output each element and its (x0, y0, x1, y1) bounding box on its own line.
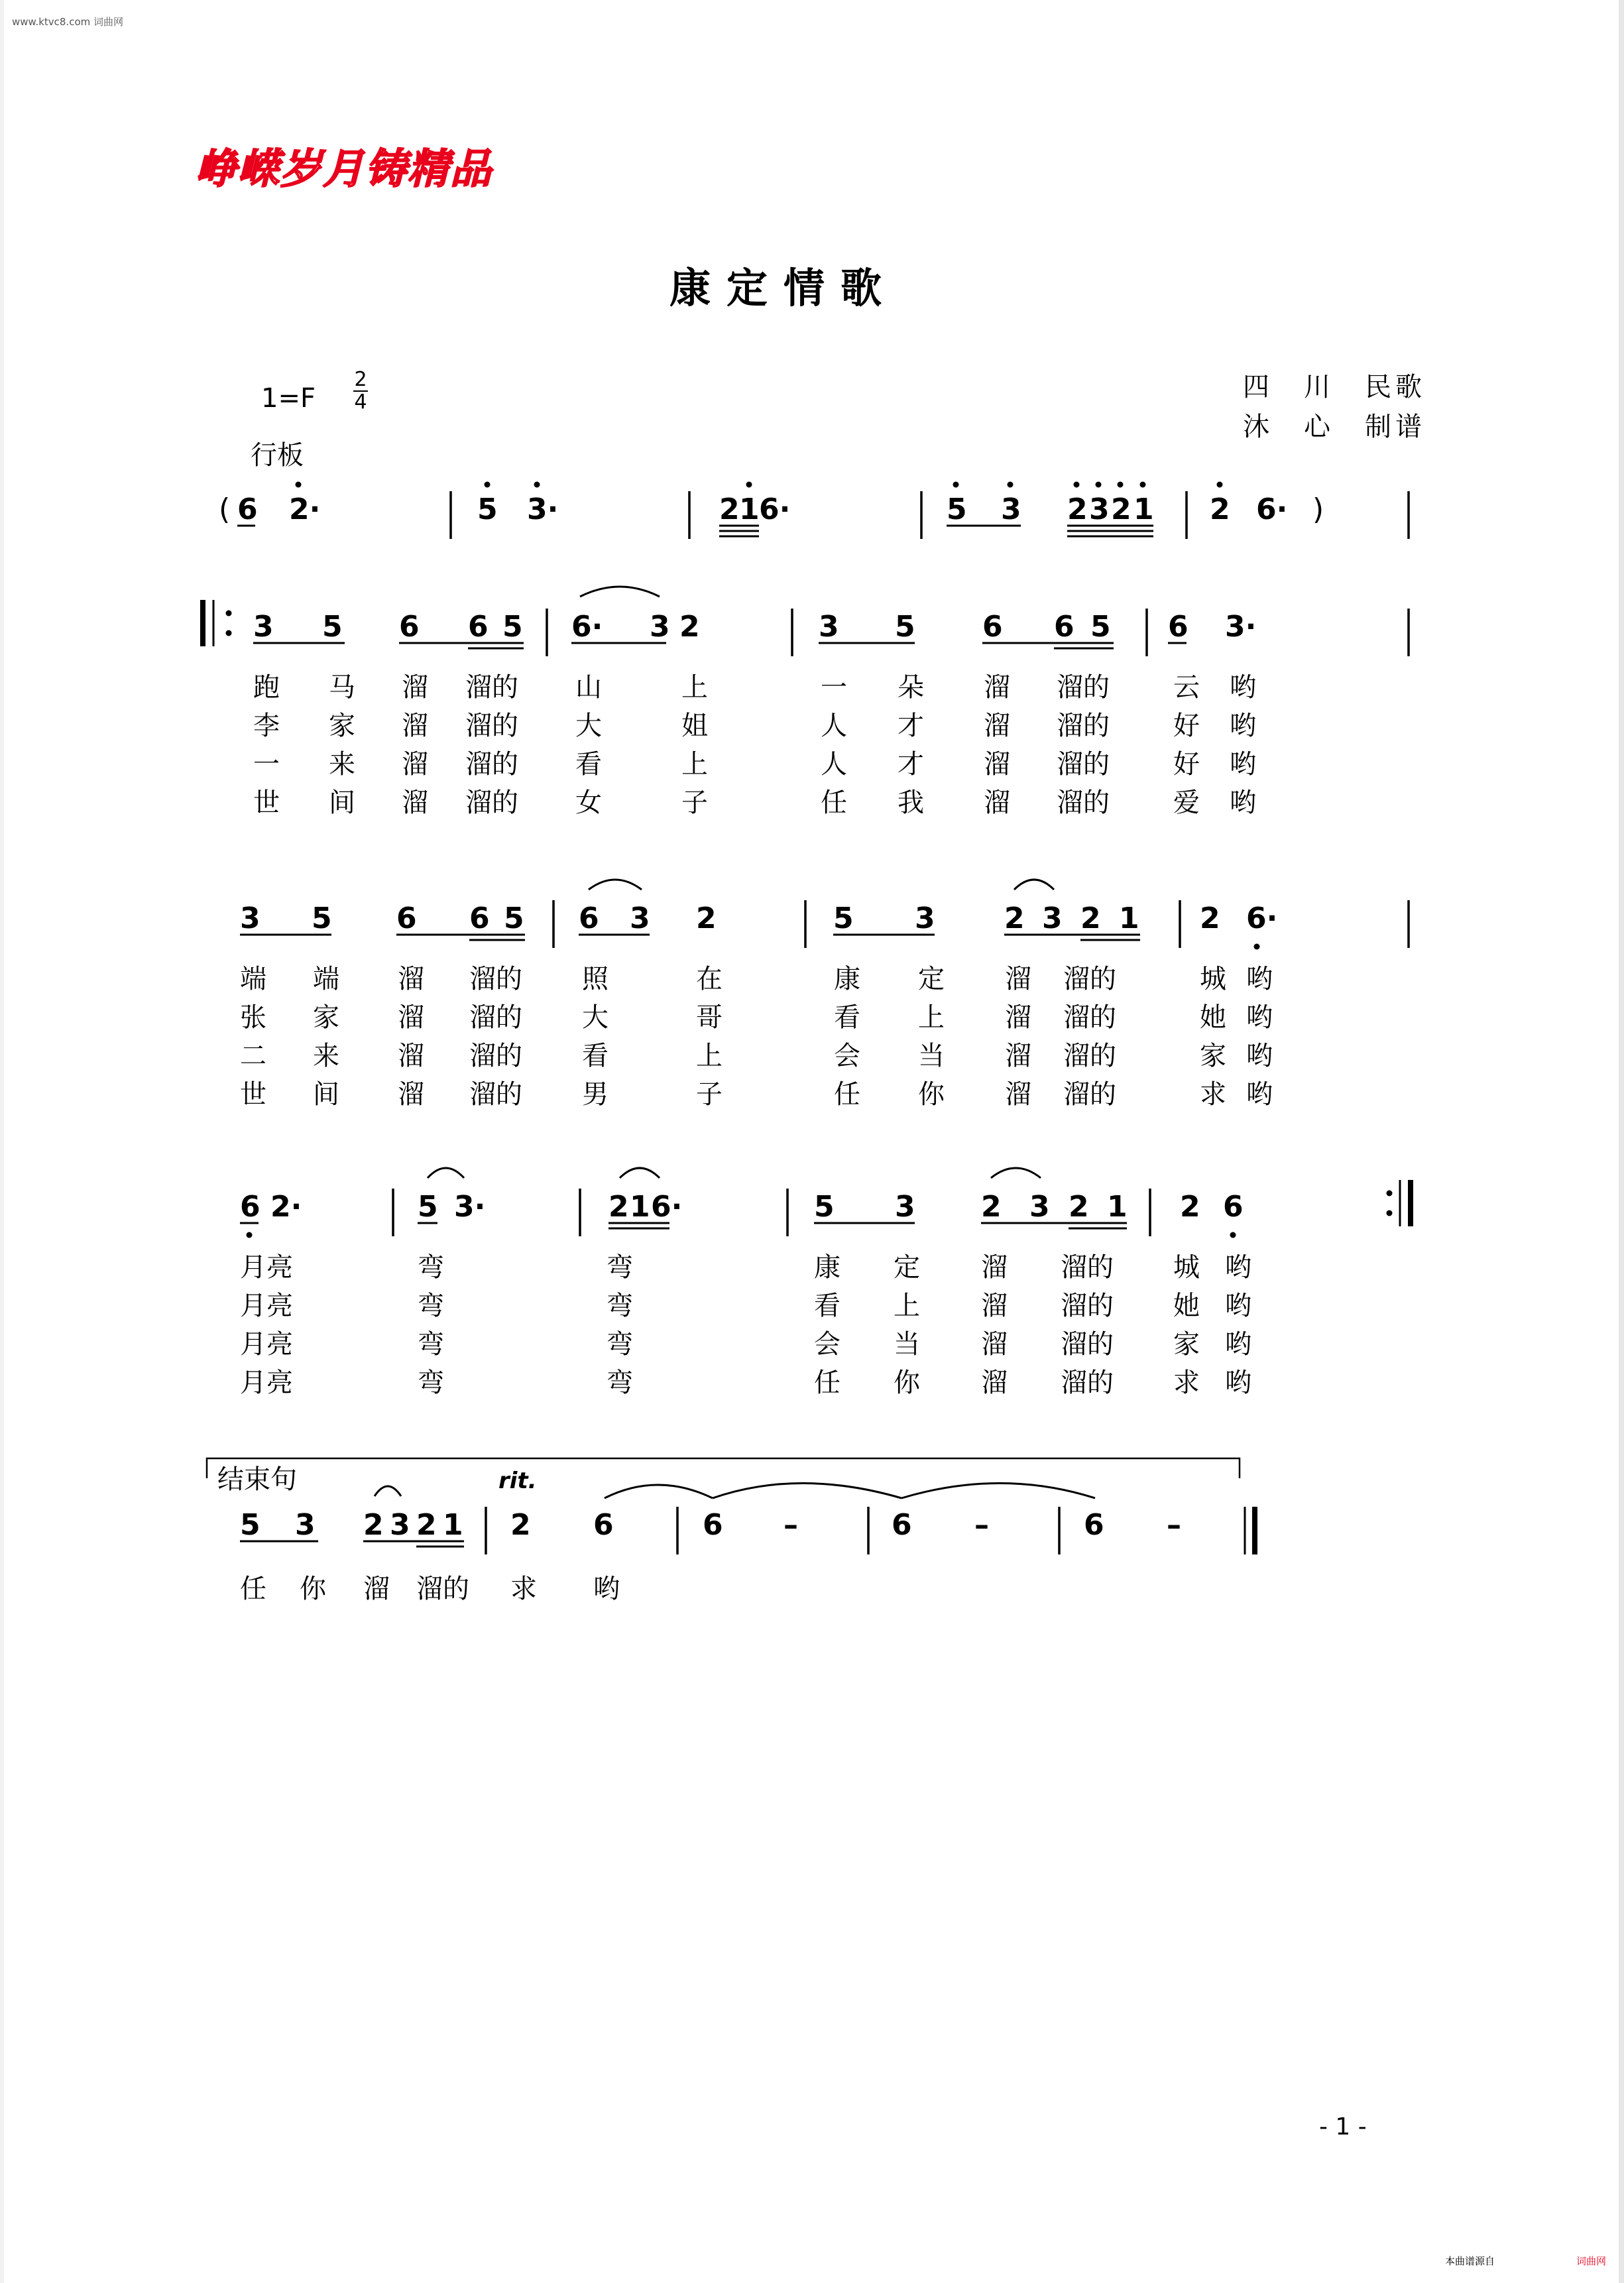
note: 5 (418, 1190, 438, 1224)
lyric-syllable: 溜 (981, 1368, 1008, 1398)
note: 6· (1256, 493, 1288, 526)
note: 2 (981, 1190, 1002, 1224)
lyric-syllable: 溜的 (465, 711, 518, 741)
lyric-syllable: 弯 (607, 1252, 633, 1283)
lyric-syllable: 会 (814, 1329, 841, 1360)
note: 6· (759, 493, 791, 526)
note: 2 (696, 902, 717, 935)
lyric-syllable: 我 (898, 788, 924, 818)
lyric-syllable: 求 (1173, 1368, 1200, 1398)
lyric-syllable: 溜的 (469, 1002, 522, 1033)
lyric-syllable: 大 (575, 711, 602, 741)
lyric-syllable: 马 (329, 672, 355, 703)
note: 2 (416, 1508, 437, 1542)
note: 6 (703, 1508, 723, 1542)
lyric-syllable: 溜的 (469, 964, 522, 994)
lyric-syllable: 溜的 (469, 1079, 522, 1110)
note: 2 (1210, 493, 1230, 526)
note: 2 (719, 493, 740, 526)
note: 2 (1067, 493, 1088, 526)
lyric-syllable: 溜 (984, 672, 1010, 703)
lyric-syllable: 李 (253, 711, 280, 741)
lyric-syllable: 溜 (984, 711, 1010, 741)
lyric-syllable: 才 (898, 749, 924, 780)
lyric-syllable: 来 (329, 749, 355, 780)
lyric-syllable: 弯 (418, 1368, 444, 1398)
high-dot (1008, 482, 1014, 488)
tempo-marking: 行板 (251, 440, 304, 471)
lyric-syllable: 求 (510, 1574, 537, 1604)
lyric-syllable: 张 (240, 1002, 266, 1033)
slur (620, 1168, 660, 1178)
slur (375, 1486, 401, 1496)
lyric-syllable: 间 (313, 1079, 339, 1110)
lyric-syllable: 端 (240, 964, 266, 994)
repeat-dot (1387, 1191, 1393, 1197)
note: 5 (947, 493, 967, 526)
lyric-syllable: 溜 (981, 1291, 1008, 1321)
lyric-syllable: 上 (894, 1291, 920, 1321)
high-dot (953, 482, 959, 488)
lyric-syllable: 任 (814, 1368, 841, 1398)
lyric-syllable: 在 (696, 964, 723, 994)
note: 1 (1133, 493, 1154, 526)
lyric-syllable: 会 (834, 1041, 860, 1071)
lyric-syllable: 溜的 (469, 1041, 522, 1071)
note: – (974, 1508, 989, 1542)
lyric-syllable: 山 (575, 672, 602, 703)
lyric-syllable: 你 (300, 1574, 326, 1604)
note: 3 (819, 610, 839, 644)
lyric-syllable: 爱 (1173, 788, 1200, 818)
repeat-dot (226, 630, 232, 636)
lyric-syllable: 任 (821, 788, 847, 818)
lyric-syllable: 当 (918, 1041, 945, 1071)
lyric-syllable: 溜的 (1063, 1041, 1116, 1071)
lyric-syllable: 溜 (398, 964, 424, 994)
lyric-syllable: 定 (894, 1252, 920, 1283)
lyric-syllable: 溜的 (1063, 964, 1116, 994)
note: 6 (468, 610, 489, 644)
note: 2 (1180, 1190, 1200, 1224)
note: 1 (1119, 902, 1139, 935)
high-dot (1074, 482, 1080, 488)
note: 6 (240, 1190, 261, 1224)
note: 5 (833, 902, 854, 935)
note: 1 (630, 1190, 650, 1224)
lyric-syllable: 康 (834, 964, 860, 994)
note: 6· (1246, 902, 1278, 935)
lyric-syllable: 家 (329, 711, 355, 741)
lyric-syllable: 世 (253, 788, 280, 818)
coda-bracket (207, 1458, 1240, 1478)
tie (605, 1485, 713, 1498)
high-dot (746, 482, 752, 488)
note: – (783, 1508, 798, 1542)
high-dot (1118, 482, 1124, 488)
lyric-syllable: 溜 (984, 788, 1010, 818)
note: 6· (651, 1190, 683, 1224)
note: 2· (270, 1190, 302, 1224)
site-url: www.ktvc8.com 词曲网 (12, 16, 124, 28)
note: 6 (469, 902, 490, 935)
note: 6 (1084, 1508, 1104, 1542)
lyric-syllable: 来 (313, 1041, 339, 1071)
note: 2 (1069, 1190, 1089, 1224)
note: 2 (510, 1508, 531, 1542)
lyric-syllable: 哥 (696, 1002, 723, 1033)
footer-brand: 词曲网 (1576, 2255, 1607, 2267)
note: 3 (915, 902, 935, 935)
lyric-syllable: 溜的 (1057, 672, 1110, 703)
lyric-syllable: 溜的 (465, 788, 518, 818)
lyric-syllable: 弯 (607, 1368, 633, 1398)
note: 6 (892, 1508, 912, 1542)
lyric-syllable: 你 (894, 1368, 920, 1398)
lyric-syllable: 男 (582, 1079, 609, 1110)
lyric-syllable: 世 (240, 1079, 266, 1110)
note: 3 (253, 610, 274, 644)
note: 2 (1200, 902, 1220, 935)
lyric-syllable: 上 (681, 672, 708, 703)
lyric-syllable: 溜的 (1061, 1368, 1114, 1398)
footer-source: 本曲谱源自 (1445, 2255, 1495, 2267)
slur (580, 587, 660, 597)
lyric-syllable: 溜 (402, 749, 428, 780)
credit-origin: 四 川 民歌 (1243, 372, 1426, 402)
high-dot (296, 482, 302, 488)
lyric-syllable: 溜 (1005, 1041, 1031, 1071)
lyric-syllable: 云 (1173, 672, 1200, 703)
note: 1 (739, 493, 760, 526)
lyric-syllable: 哟 (1225, 1291, 1251, 1321)
tie (901, 1484, 1095, 1499)
note: 6· (571, 610, 603, 644)
lyric-syllable: 求 (1200, 1079, 1226, 1110)
lyric-syllable: 溜 (402, 788, 428, 818)
lyric-syllable: 照 (582, 964, 609, 994)
lyric-syllable: 溜 (398, 1079, 424, 1110)
lyric-syllable: 溜的 (1063, 1079, 1116, 1110)
note: 5 (895, 610, 915, 644)
lyric-syllable: 间 (329, 788, 355, 818)
low-dot (1230, 1232, 1236, 1238)
lyric-syllable: 溜的 (1057, 711, 1110, 741)
lyric-syllable: 一 (821, 672, 847, 703)
lyric-syllable: 看 (834, 1002, 860, 1033)
lyric-syllable: 溜的 (1063, 1002, 1116, 1033)
slur (1014, 880, 1054, 890)
lyric-syllable: 月亮 (240, 1291, 293, 1321)
low-dot (1254, 944, 1260, 950)
lyric-syllable: 任 (834, 1079, 860, 1110)
lyric-syllable: 溜 (402, 672, 428, 703)
repeat-dot (226, 611, 232, 616)
lyric-syllable: 哟 (1230, 672, 1256, 703)
lyric-syllable: 哟 (1225, 1329, 1251, 1360)
note: 6 (579, 902, 599, 935)
lyric-syllable: 溜的 (1057, 749, 1110, 780)
lyric-syllable: 她 (1173, 1291, 1200, 1321)
lyric-syllable: 哟 (1246, 964, 1273, 994)
lyric-syllable: 溜的 (1061, 1291, 1114, 1321)
lyric-syllable: 子 (681, 788, 708, 818)
lyric-syllable: 女 (575, 788, 602, 818)
slur (428, 1168, 464, 1178)
lyric-syllable: 好 (1173, 711, 1200, 741)
note: 6 (399, 610, 420, 644)
note: 1 (443, 1508, 463, 1542)
lyric-syllable: 弯 (418, 1252, 444, 1283)
note: 5 (502, 610, 523, 644)
lyric-syllable: 家 (313, 1002, 339, 1033)
lyric-syllable: 上 (696, 1041, 723, 1071)
note: 6 (396, 902, 417, 935)
lyric-syllable: 子 (696, 1079, 723, 1110)
lyric-syllable: 朵 (898, 672, 924, 703)
lyric-syllable: 定 (918, 964, 945, 994)
lyric-syllable: 哟 (593, 1574, 620, 1604)
tie (713, 1484, 901, 1499)
note: 5 (1090, 610, 1111, 644)
lyric-syllable: 溜 (1005, 1079, 1031, 1110)
lyric-syllable: 哟 (1225, 1252, 1251, 1283)
rit-marking: rit. (498, 1468, 537, 1494)
lyric-syllable: 哟 (1230, 711, 1256, 741)
lyric-syllable: 月亮 (240, 1329, 293, 1360)
lyric-syllable: 弯 (607, 1329, 633, 1360)
lyric-syllable: 康 (814, 1252, 841, 1283)
lyric-syllable: 弯 (607, 1291, 633, 1321)
lyric-syllable: 溜 (363, 1574, 390, 1604)
note: 5 (240, 1508, 261, 1542)
note: 6 (593, 1508, 614, 1542)
lyric-syllable: 哟 (1225, 1368, 1251, 1398)
note: 3 (240, 902, 261, 935)
note: 6 (982, 610, 1003, 644)
lyric-syllable: 月亮 (240, 1252, 293, 1283)
note: – (1167, 1508, 1181, 1542)
slur (991, 1168, 1041, 1178)
slur (589, 880, 642, 890)
note: 6 (1168, 610, 1189, 644)
lyric-syllable: 看 (814, 1291, 841, 1321)
note: 3 (630, 902, 650, 935)
note: 3· (527, 493, 559, 526)
lyric-syllable: 溜 (402, 711, 428, 741)
note: 3 (1029, 1190, 1050, 1224)
lyric-syllable: 姐 (681, 711, 708, 741)
note: 3 (650, 610, 670, 644)
note: 1 (1107, 1190, 1128, 1224)
note: 5 (504, 902, 524, 935)
lyric-syllable: 看 (575, 749, 602, 780)
lyric-syllable: 溜 (984, 749, 1010, 780)
lyric-syllable: 哟 (1230, 749, 1256, 780)
lyric-syllable: 溜的 (416, 1574, 469, 1604)
song-title: 康定情歌 (669, 264, 898, 312)
lyric-syllable: 当 (894, 1329, 920, 1360)
lyric-syllable: 跑 (253, 672, 280, 703)
lyric-syllable: 大 (582, 1002, 609, 1033)
lyric-syllable: 哟 (1246, 1079, 1273, 1110)
note: 6 (1054, 610, 1074, 644)
lyric-syllable: 哟 (1230, 788, 1256, 818)
lyric-syllable: 她 (1200, 1002, 1226, 1033)
lyric-syllable: 哟 (1246, 1041, 1273, 1071)
lyric-syllable: 哟 (1246, 1002, 1273, 1033)
lyric-syllable: 任 (240, 1574, 266, 1604)
lyric-syllable: 看 (582, 1041, 609, 1071)
lyric-syllable: 溜的 (1061, 1252, 1114, 1283)
note: 2 (363, 1508, 384, 1542)
note: 2 (1080, 902, 1101, 935)
note: 5 (814, 1190, 835, 1224)
watermark-logo: 峥嵘岁月铸精品 (196, 145, 493, 193)
lyric-syllable: 一 (253, 749, 280, 780)
note: 3 (1089, 493, 1110, 526)
note: 2 (1004, 902, 1025, 935)
note: 3 (295, 1508, 316, 1542)
lyric-syllable: 溜 (1005, 1002, 1031, 1033)
high-dot (485, 482, 491, 488)
note: 2 (609, 1190, 629, 1224)
lyric-syllable: 你 (918, 1079, 945, 1110)
note: 5 (477, 493, 498, 526)
time-denominator: 4 (354, 390, 367, 414)
lyric-syllable: 上 (681, 749, 708, 780)
lyric-syllable: 才 (898, 711, 924, 741)
high-dot (1096, 482, 1102, 488)
lyric-syllable: 溜 (981, 1252, 1008, 1283)
lyric-syllable: 人 (821, 711, 847, 741)
lyric-syllable: 弯 (418, 1329, 444, 1360)
note: 2 (1111, 493, 1131, 526)
high-dot (1217, 482, 1223, 488)
lyric-syllable: 月亮 (240, 1368, 293, 1398)
note: 6 (1223, 1190, 1244, 1224)
lyric-syllable: 城 (1200, 964, 1226, 994)
credit-arranger: 沐 心 制谱 (1243, 412, 1426, 442)
note: 3· (1225, 610, 1257, 644)
lyric-syllable: 端 (313, 964, 339, 994)
lyric-syllable: 家 (1173, 1329, 1200, 1360)
lyric-syllable: 溜的 (1061, 1329, 1114, 1360)
paren-open: ( (219, 493, 231, 526)
note: 5 (312, 902, 332, 935)
lyric-syllable: 溜 (981, 1329, 1008, 1360)
key-signature: 1=F (261, 383, 316, 414)
lyric-syllable: 好 (1173, 749, 1200, 780)
note: 3 (390, 1508, 410, 1542)
lyric-syllable: 溜的 (465, 749, 518, 780)
note: 2· (289, 493, 321, 526)
note: 3 (895, 1190, 915, 1224)
high-dot (1140, 482, 1146, 488)
repeat-dot (1387, 1210, 1393, 1216)
lyric-syllable: 溜 (398, 1002, 424, 1033)
lyric-syllable: 弯 (418, 1291, 444, 1321)
note: 3· (454, 1190, 486, 1224)
low-dot (247, 1232, 253, 1238)
lyric-syllable: 人 (821, 749, 847, 780)
note: 3 (1001, 493, 1021, 526)
note: 3 (1042, 902, 1063, 935)
high-dot (534, 482, 540, 488)
lyric-syllable: 溜的 (1057, 788, 1110, 818)
lyric-syllable: 城 (1173, 1252, 1200, 1283)
lyric-syllable: 二 (240, 1041, 266, 1071)
lyric-syllable: 上 (918, 1002, 945, 1033)
coda-label: 结束句 (217, 1464, 297, 1495)
note: 5 (322, 610, 343, 644)
lyric-syllable: 溜的 (465, 672, 518, 703)
time-numerator: 2 (354, 368, 367, 391)
page-number: - 1 - (1319, 2113, 1367, 2140)
note: 6 (237, 493, 258, 526)
lyric-syllable: 溜 (398, 1041, 424, 1071)
lyric-syllable: 溜 (1005, 964, 1031, 994)
note: 2 (679, 610, 700, 644)
paren-close: ) (1312, 493, 1324, 526)
lyric-syllable: 家 (1200, 1041, 1226, 1071)
